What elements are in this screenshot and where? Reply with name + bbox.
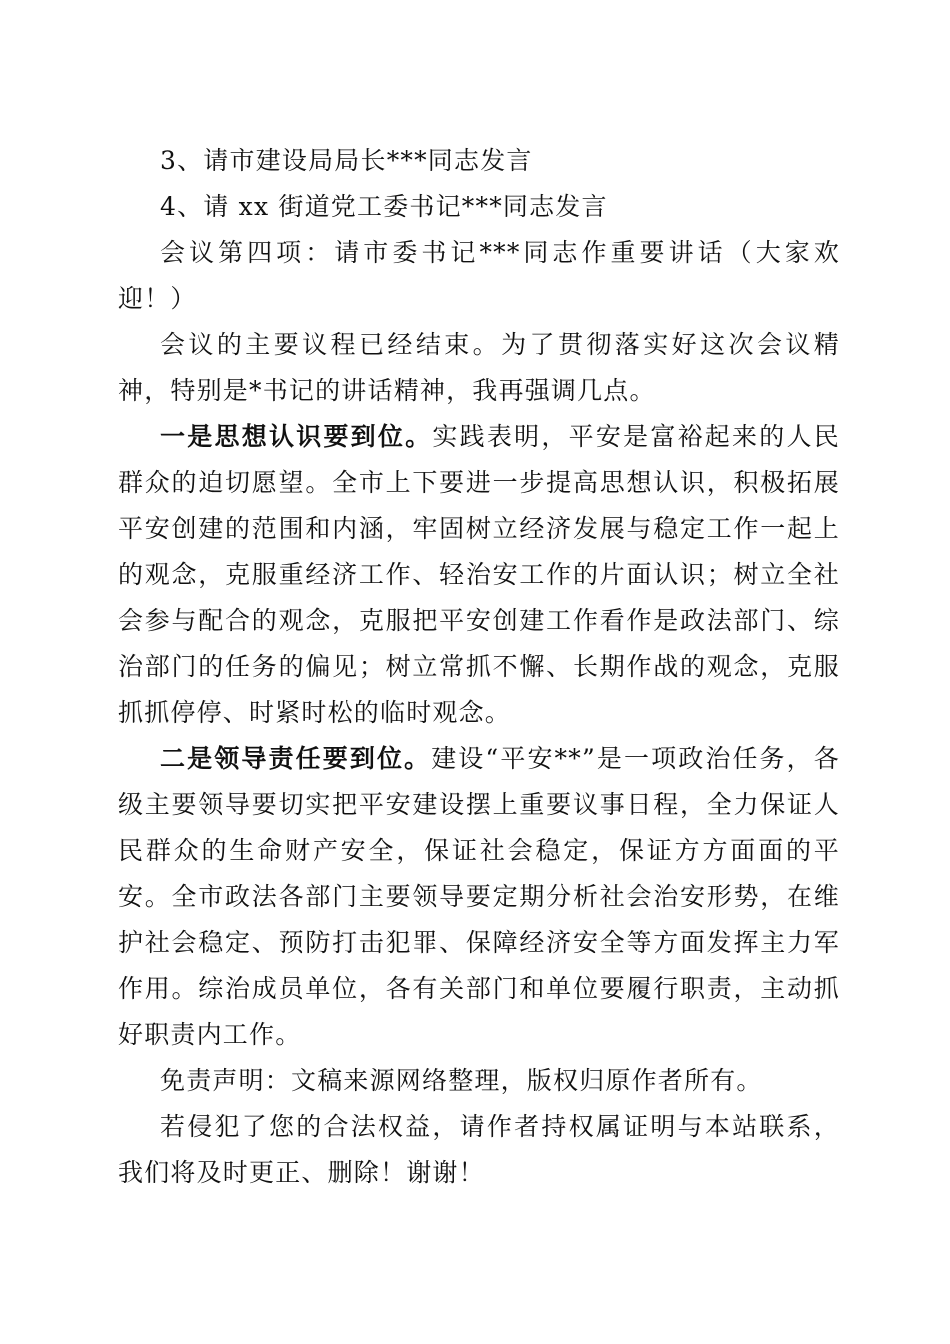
agenda-item-4: 4、请 xx 街道党工委书记***同志发言 bbox=[160, 192, 608, 221]
point-two-text: 建设“平安**”是一项政治任务，各级主要领导要切实把平安建设摆上重要议事日程，全力保证人民群众的生命财产安全，保证社会稳定，保证方方面面的平安。全市政法各部门主要领导要定期分析社会治安形势，在维护社会稳定、预防打击犯罪、保障经济安全等方面发挥主力军作用。综治成员单位，各有关部门和单位要履行职责，主动抓好职责内工作。 bbox=[118, 744, 840, 1049]
closing-intro-paragraph: 会议的主要议程已经结束。为了贯彻落实好这次会议精神，特别是*书记的讲话精神，我再强调几点。 bbox=[118, 330, 840, 405]
point-two-paragraph bbox=[118, 736, 840, 1058]
agenda-item-four: 会议第四项：请市委书记***同志作重要讲话（大家欢迎！） bbox=[118, 238, 840, 313]
disclaimer-paragraph: 免责声明：文稿来源网络整理，版权归原作者所有。 bbox=[160, 1066, 763, 1095]
point-two-heading: 二是领导责任要到位。 bbox=[160, 744, 432, 773]
point-one-heading: 一是思想认识要到位。 bbox=[160, 422, 433, 451]
infringement-notice-paragraph: 若侵犯了您的合法权益，请作者持权属证明与本站联系，我们将及时更正、删除！谢谢！ bbox=[118, 1112, 840, 1187]
point-one-text: 实践表明，平安是富裕起来的人民群众的迫切愿望。全市上下要进一步提高思想认识，积极拓展平安创建的范围和内涵，牢固树立经济发展与稳定工作一起上的观念，克服重经济工作、轻治安工作的片面认识；树立全社会参与配合的观念，克服把平安创建工作看作是政法部门、综治部门的任务的偏见；树立常抓不懈、长期作战的观念，克服抓抓停停、时紧时松的临时观念。 bbox=[118, 422, 840, 727]
point-one-paragraph bbox=[118, 414, 840, 736]
document-body bbox=[118, 138, 840, 1196]
agenda-item-3: 3、请市建设局局长***同志发言 bbox=[160, 146, 533, 175]
